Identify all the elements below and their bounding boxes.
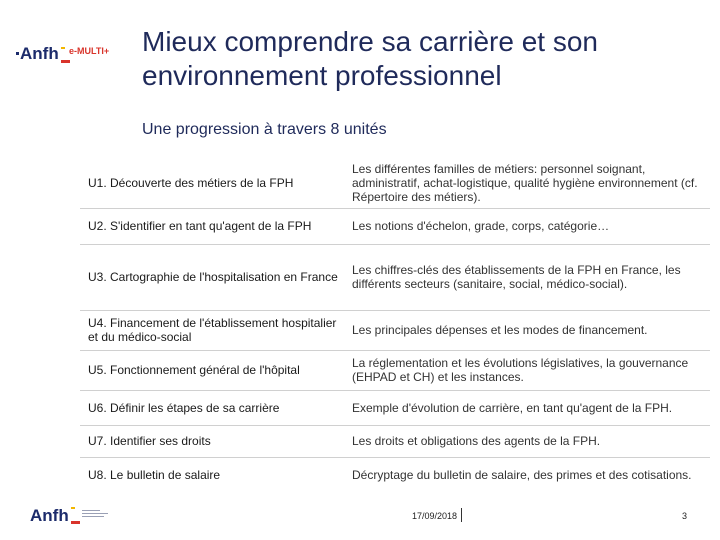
footer-anfh-logo: [28, 502, 128, 526]
unit-name: U7. Identifier ses droits: [88, 434, 211, 448]
page-number: 3: [682, 511, 688, 521]
unit-name: U3. Cartographie de l'hospitalisation en France: [88, 270, 338, 284]
unit-description: Les différentes familles de métiers: personnel soignant, administratif, achat-logistique, qualité hygiène environnement (cf. Répertoire des métiers).: [352, 162, 698, 204]
svg-text:Anfh: Anfh: [30, 506, 69, 525]
unit-row: [80, 244, 710, 311]
unit-name: U5. Fonctionnement général de l'hôpital: [88, 363, 300, 377]
anfh-e-multi-logo: [16, 40, 126, 68]
page-title: Mieux comprendre sa carrière et son environnement professionnel: [142, 26, 598, 91]
unit-row: [80, 457, 710, 493]
unit-row: [80, 350, 710, 391]
unit-name: U4. Financement de l'établissement hospitalier et du médico-social: [88, 316, 337, 344]
unit-description: Les principales dépenses et les modes de financement.: [352, 323, 648, 337]
footer-divider: [461, 508, 462, 522]
unit-description: Les notions d'échelon, grade, corps, catégorie…: [352, 219, 610, 233]
page-subtitle: Une progression à travers 8 unités: [142, 121, 387, 138]
unit-row: [80, 425, 710, 458]
unit-description: Décryptage du bulletin de salaire, des primes et des cotisations.: [352, 468, 692, 482]
footer-date: 17/09/2018: [412, 511, 458, 521]
unit-name: U2. S'identifier en tant qu'agent de la FPH: [88, 219, 312, 233]
unit-name: U8. Le bulletin de salaire: [88, 468, 221, 482]
unit-row: [80, 310, 710, 351]
unit-row: [80, 208, 710, 245]
unit-description: La réglementation et les évolutions législatives, la gouvernance (EHPAD et CH) et les instances.: [352, 356, 689, 384]
svg-text:Anfh: Anfh: [20, 44, 59, 63]
unit-name: U6. Définir les étapes de sa carrière: [88, 400, 280, 415]
unit-name: U1. Découverte des métiers de la FPH: [88, 176, 294, 190]
unit-description: Exemple d'évolution de carrière, en tant qu'agent de la FPH.: [352, 400, 673, 415]
unit-description: Les droits et obligations des agents de la FPH.: [352, 434, 601, 448]
svg-text:e-MULTI+: e-MULTI+: [69, 46, 110, 56]
unit-row: [80, 158, 710, 209]
unit-row: [80, 390, 710, 426]
unit-description: Les chiffres-clés des établissements de la FPH en France, les différents secteurs (sanitaire, social, médico-social).: [352, 263, 681, 291]
